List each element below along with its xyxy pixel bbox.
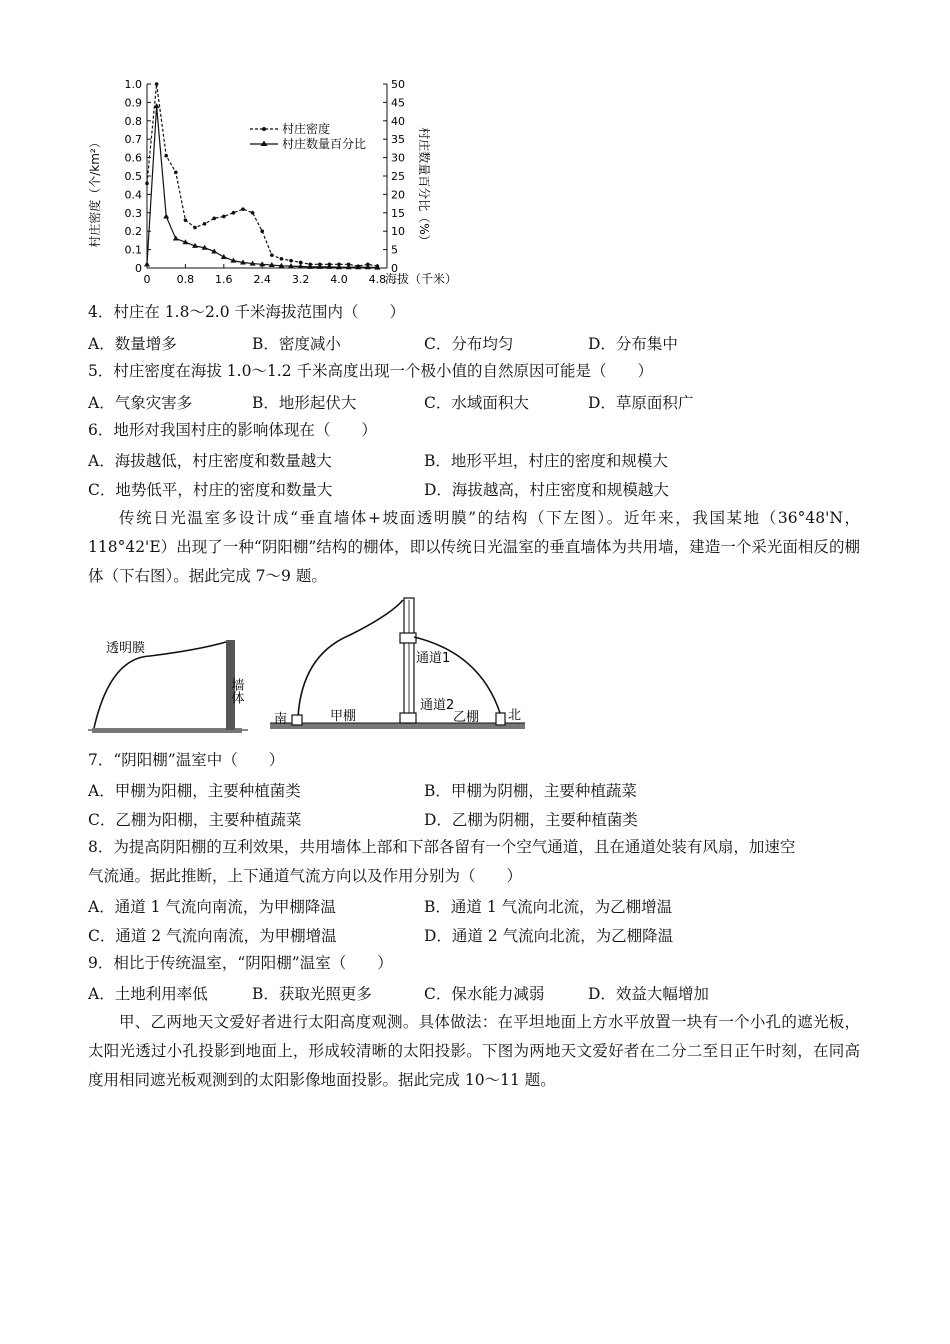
y-right-tick-label: 40: [391, 114, 405, 128]
density-point: [184, 218, 188, 222]
q8-stem-line1: 8．为提高阴阳棚的互利效果，共用墙体上部和下部各留有一个空气通道，且在通道处装有风扇，加速空: [88, 838, 796, 856]
y-right-tick-label: 5: [391, 243, 398, 257]
passage-sun-text: 甲、乙两地天文爱好者进行太阳高度观测。具体做法：在平坦地面上方水平放置一块有一个小孔的遮光板，太阳光透过小孔投影到地面上，形成较清晰的太阳投影。下图为两地天文爱好者在二分二至日正午时刻，在同高度用相同遮光板观测到的太阳影像地面投影。据此完成 10～11 题。: [88, 1013, 860, 1089]
y-right-tick-label: 25: [391, 170, 405, 183]
label-yi-shed: 乙棚: [453, 710, 480, 725]
q9-option-c: C．保水能力减弱: [424, 985, 545, 1003]
y-left-tick-label: 1.0: [124, 78, 142, 91]
y-left-tick-label: 0.2: [124, 225, 142, 239]
y-left-tick-label: 0.6: [124, 151, 142, 165]
traditional-greenhouse-diagram: [88, 630, 258, 740]
q4-stem: 4．村庄在 1.8～2.0 千米海拔范围内（ ）: [88, 303, 406, 321]
y-right-tick-label: 20: [391, 188, 405, 202]
y-left-tick-label: 0.3: [124, 206, 142, 220]
density-line: [147, 84, 377, 266]
q4-option-c: C．分布均匀: [424, 335, 514, 353]
chart-legend: [250, 121, 366, 151]
y-left-tick-label: 0.7: [124, 133, 142, 147]
q8-option-d: D．通道 2 气流向北流，为乙棚降温: [424, 927, 674, 945]
q6-option-d: D．海拔越高，村庄密度和规模越大: [424, 481, 669, 499]
passage-greenhouse-text: 传统日光温室多设计成“垂直墙体+坡面透明膜”的结构（下左图）。近年来，我国某地（36°48'N，118°42'E）出现了一种“阴阳棚”结构的棚体，即以传统日光温室的垂直墙体为共用墙，建造一个采光面相反的棚体（下右图）。据此完成 7～9 题。: [88, 509, 860, 585]
percentage-point: [221, 254, 227, 259]
q5-option-b: B．地形起伏大: [252, 394, 357, 412]
percentage-point: [154, 103, 160, 108]
q8-option-c: C．通道 2 气流向南流，为甲棚增温: [88, 927, 337, 945]
q9-option-d: D．效益大幅增加: [588, 985, 709, 1003]
q5-option-c: C．水域面积大: [424, 394, 529, 412]
density-point: [289, 259, 293, 263]
q9-stem: 9．相比于传统温室，“阴阳棚”温室（ ）: [88, 954, 393, 972]
q7-option-c: C．乙棚为阳棚，主要种植蔬菜: [88, 811, 302, 829]
q4-option-d: D．分布集中: [588, 335, 678, 353]
y-right-tick-label: 35: [391, 133, 405, 147]
label-north: 北: [508, 708, 522, 723]
q7-option-a: A．甲棚为阳棚，主要种植菌类: [88, 782, 301, 800]
y-right-tick-label: 45: [391, 96, 405, 110]
q6-option-c: C．地势低平，村庄的密度和数量大: [88, 481, 333, 499]
q4-option-a: A．数量增多: [88, 335, 177, 353]
y-right-tick-label: 15: [391, 206, 405, 220]
passage-greenhouse: [88, 504, 860, 591]
density-point: [222, 215, 226, 219]
x-tick-label: 4.8: [368, 273, 387, 286]
label-jia-shed: 甲棚: [330, 709, 357, 724]
label-channel2: 通道2: [420, 698, 455, 713]
q8-option-b: B．通道 1 气流向北流，为乙棚增温: [424, 898, 673, 916]
x-tick-label: 4.0: [330, 273, 348, 286]
density-point: [280, 257, 284, 261]
legend-percentage: 村庄数量百分比: [282, 137, 367, 151]
chart-ylabel-right: 村庄数量百分比（%）: [417, 127, 431, 247]
x-tick-label: 0: [143, 273, 151, 286]
q4-option-b: B．密度减小: [252, 335, 341, 353]
x-tick-label: 0.8: [176, 273, 195, 286]
label-wall: 墙体: [228, 678, 244, 704]
density-point: [232, 211, 236, 215]
percentage-point: [163, 213, 169, 218]
legend-density: 村庄密度: [282, 122, 331, 136]
density-point: [270, 253, 274, 257]
chart-ylabel-left: 村庄密度（个/km²）: [88, 136, 102, 248]
density-point: [174, 171, 178, 175]
q5-option-a: A．气象灾害多: [88, 394, 193, 412]
density-point: [241, 207, 245, 211]
y-right-tick-label: 10: [391, 225, 405, 239]
x-tick-label: 2.4: [253, 273, 271, 286]
y-left-tick-label: 0.1: [124, 243, 142, 257]
yinyang-greenhouse-diagram: [270, 595, 530, 740]
density-point: [145, 182, 149, 186]
x-tick-label: 3.2: [291, 273, 310, 286]
density-point: [212, 217, 216, 221]
q7-option-b: B．甲棚为阴棚，主要种植蔬菜: [424, 782, 637, 800]
density-point: [155, 82, 159, 86]
q7-stem: 7．“阴阳棚”温室中（ ）: [88, 751, 285, 769]
q6-option-b: B．地形平坦，村庄的密度和规模大: [424, 452, 668, 470]
q6-stem: 6．地形对我国村庄的影响体现在（ ）: [88, 421, 377, 439]
density-point: [251, 211, 255, 215]
percentage-point: [144, 261, 150, 266]
q8-option-a: A．通道 1 气流向南流，为甲棚降温: [88, 898, 336, 916]
label-film: 透明膜: [106, 641, 146, 656]
q5-stem: 5．村庄密度在海拔 1.0～1.2 千米高度出现一个极小值的自然原因可能是（ ）: [88, 362, 654, 380]
q7-option-d: D．乙棚为阴棚，主要种植菌类: [424, 811, 638, 829]
y-left-tick-label: 0: [135, 262, 142, 275]
y-left-tick-label: 0.4: [124, 188, 142, 202]
y-left-tick-label: 0.5: [124, 170, 142, 183]
x-tick-label: 1.6: [215, 273, 233, 286]
percentage-point: [173, 236, 179, 241]
q8-stem-line2: 气流通。据此推断，上下通道气流方向以及作用分别为（ ）: [88, 867, 523, 885]
q9-option-a: A．土地利用率低: [88, 985, 208, 1003]
label-south: 南: [274, 712, 288, 727]
y-left-tick-label: 0.9: [124, 96, 142, 110]
label-channel1: 通道1: [416, 651, 451, 666]
passage-sun: [88, 1008, 860, 1095]
density-point: [260, 229, 264, 233]
q9-option-b: B．获取光照更多: [252, 985, 372, 1003]
q5-option-d: D．草原面积广: [588, 394, 694, 412]
q6-option-a: A．海拔越低，村庄密度和数量越大: [88, 452, 332, 470]
y-right-tick-label: 0: [391, 262, 398, 275]
y-left-tick-label: 0.8: [124, 114, 142, 128]
density-point: [164, 154, 168, 158]
chart-xlabel: 海拔（千米）: [385, 272, 458, 286]
density-point: [193, 226, 197, 230]
percentage-line: [147, 106, 377, 268]
y-right-tick-label: 30: [391, 151, 405, 165]
altitude-village-chart: [85, 72, 465, 290]
density-point: [203, 222, 207, 226]
y-right-tick-label: 50: [391, 78, 405, 91]
